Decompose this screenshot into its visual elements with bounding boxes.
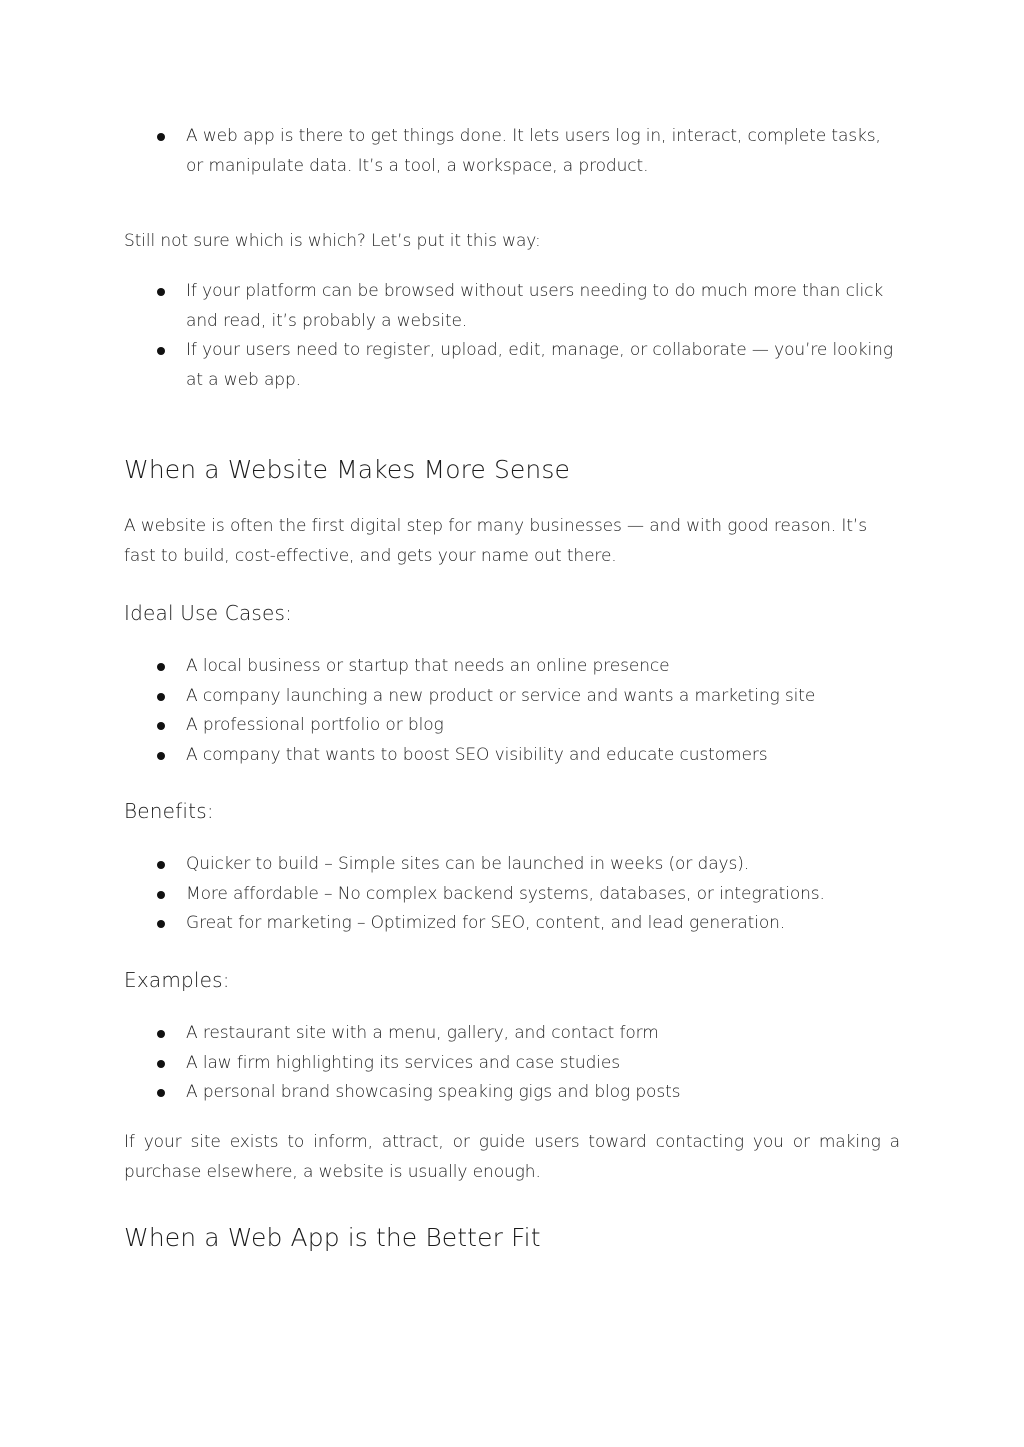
list-item-text: A local business or startup that needs an online presence xyxy=(186,656,670,676)
list-item xyxy=(124,1049,900,1079)
section-heading-webapp: When a Web App is the Better Fit xyxy=(124,1223,541,1252)
bullet-icon xyxy=(157,1060,165,1068)
benefits-list xyxy=(124,850,900,939)
subheading-examples: Examples: xyxy=(124,968,230,992)
examples-list-block xyxy=(124,1019,900,1108)
list-item xyxy=(124,336,900,395)
list-item-text: Quicker to build – Simple sites can be launched in weeks (or days). xyxy=(186,854,750,874)
bullet-icon xyxy=(157,752,165,760)
bullet-icon xyxy=(157,722,165,730)
bullet-icon xyxy=(157,920,165,928)
examples-list xyxy=(124,1019,900,1108)
list-item xyxy=(124,652,900,682)
bullet-icon xyxy=(157,288,165,296)
benefits-list-block xyxy=(124,850,900,939)
closing-paragraph-block xyxy=(124,1128,900,1187)
bullet-icon xyxy=(157,1089,165,1097)
list-item-text: A company that wants to boost SEO visibility and educate customers xyxy=(186,744,768,765)
subheading-benefits: Benefits: xyxy=(124,799,214,823)
list-item xyxy=(124,122,900,181)
use-cases-list-block xyxy=(124,652,900,770)
use-cases-list xyxy=(124,652,900,770)
bullet-icon xyxy=(157,891,165,899)
list-item-text: If your platform can be browsed without users needing to do much more than click and read, it’s probably a website. xyxy=(186,281,884,331)
website-intro-block xyxy=(124,512,900,571)
use-cases-heading-block xyxy=(124,599,900,627)
website-heading-block xyxy=(124,454,900,486)
intro-list xyxy=(124,122,900,181)
list-item xyxy=(124,277,900,336)
section-heading-website: When a Website Makes More Sense xyxy=(124,455,570,484)
list-item-text: A restaurant site with a menu, gallery, and contact form xyxy=(186,1023,659,1043)
bullet-icon xyxy=(157,861,165,869)
bullet-icon xyxy=(157,663,165,671)
subheading-use-cases: Ideal Use Cases: xyxy=(124,601,293,625)
bullet-icon xyxy=(157,133,165,141)
list-item xyxy=(124,850,900,880)
list-item xyxy=(124,682,900,712)
list-item-text: A personal brand showcasing speaking gigs and blog posts xyxy=(186,1082,681,1103)
website-intro-paragraph: A website is often the first digital step for many businesses — and with good reason. It’s fast to build, cost-effective, and gets your name out there. xyxy=(124,516,867,566)
list-item-text: A company launching a new product or service and wants a marketing site xyxy=(186,685,816,706)
which-paragraph-block xyxy=(124,227,900,257)
list-item-text: A professional portfolio or blog xyxy=(186,715,444,736)
list-item xyxy=(124,1078,900,1108)
which-paragraph: Still not sure which is which? Let’s put it this way: xyxy=(124,231,541,251)
list-item-text: A web app is there to get things done. It lets users log in, interact, complete tasks, or manipulate data. It’s a tool, a workspace, a product. xyxy=(186,126,881,176)
bullet-icon xyxy=(157,347,165,355)
which-list-block xyxy=(124,277,900,395)
list-item xyxy=(124,741,900,771)
benefits-heading-block xyxy=(124,797,900,825)
bullet-icon xyxy=(157,693,165,701)
which-list xyxy=(124,277,900,395)
list-item-text: More affordable – No complex backend systems, databases, or integrations. xyxy=(186,883,825,904)
list-item xyxy=(124,711,900,741)
list-item xyxy=(124,909,900,939)
list-item xyxy=(124,1019,900,1049)
list-item-text: A law firm highlighting its services and case studies xyxy=(186,1052,621,1073)
webapp-heading-block xyxy=(124,1222,900,1254)
list-item-text: Great for marketing – Optimized for SEO, content, and lead generation. xyxy=(186,913,786,934)
website-closing-paragraph: If your site exists to inform, attract, or guide users toward contacting you or making a purchase elsewhere, a website is usually enough. xyxy=(124,1132,900,1182)
list-item xyxy=(124,880,900,910)
examples-heading-block xyxy=(124,966,900,994)
intro-list-block xyxy=(124,122,900,181)
list-item-text: If your users need to register, upload, edit, manage, or collaborate — you’re looking at a web app. xyxy=(186,340,893,390)
bullet-icon xyxy=(157,1030,165,1038)
